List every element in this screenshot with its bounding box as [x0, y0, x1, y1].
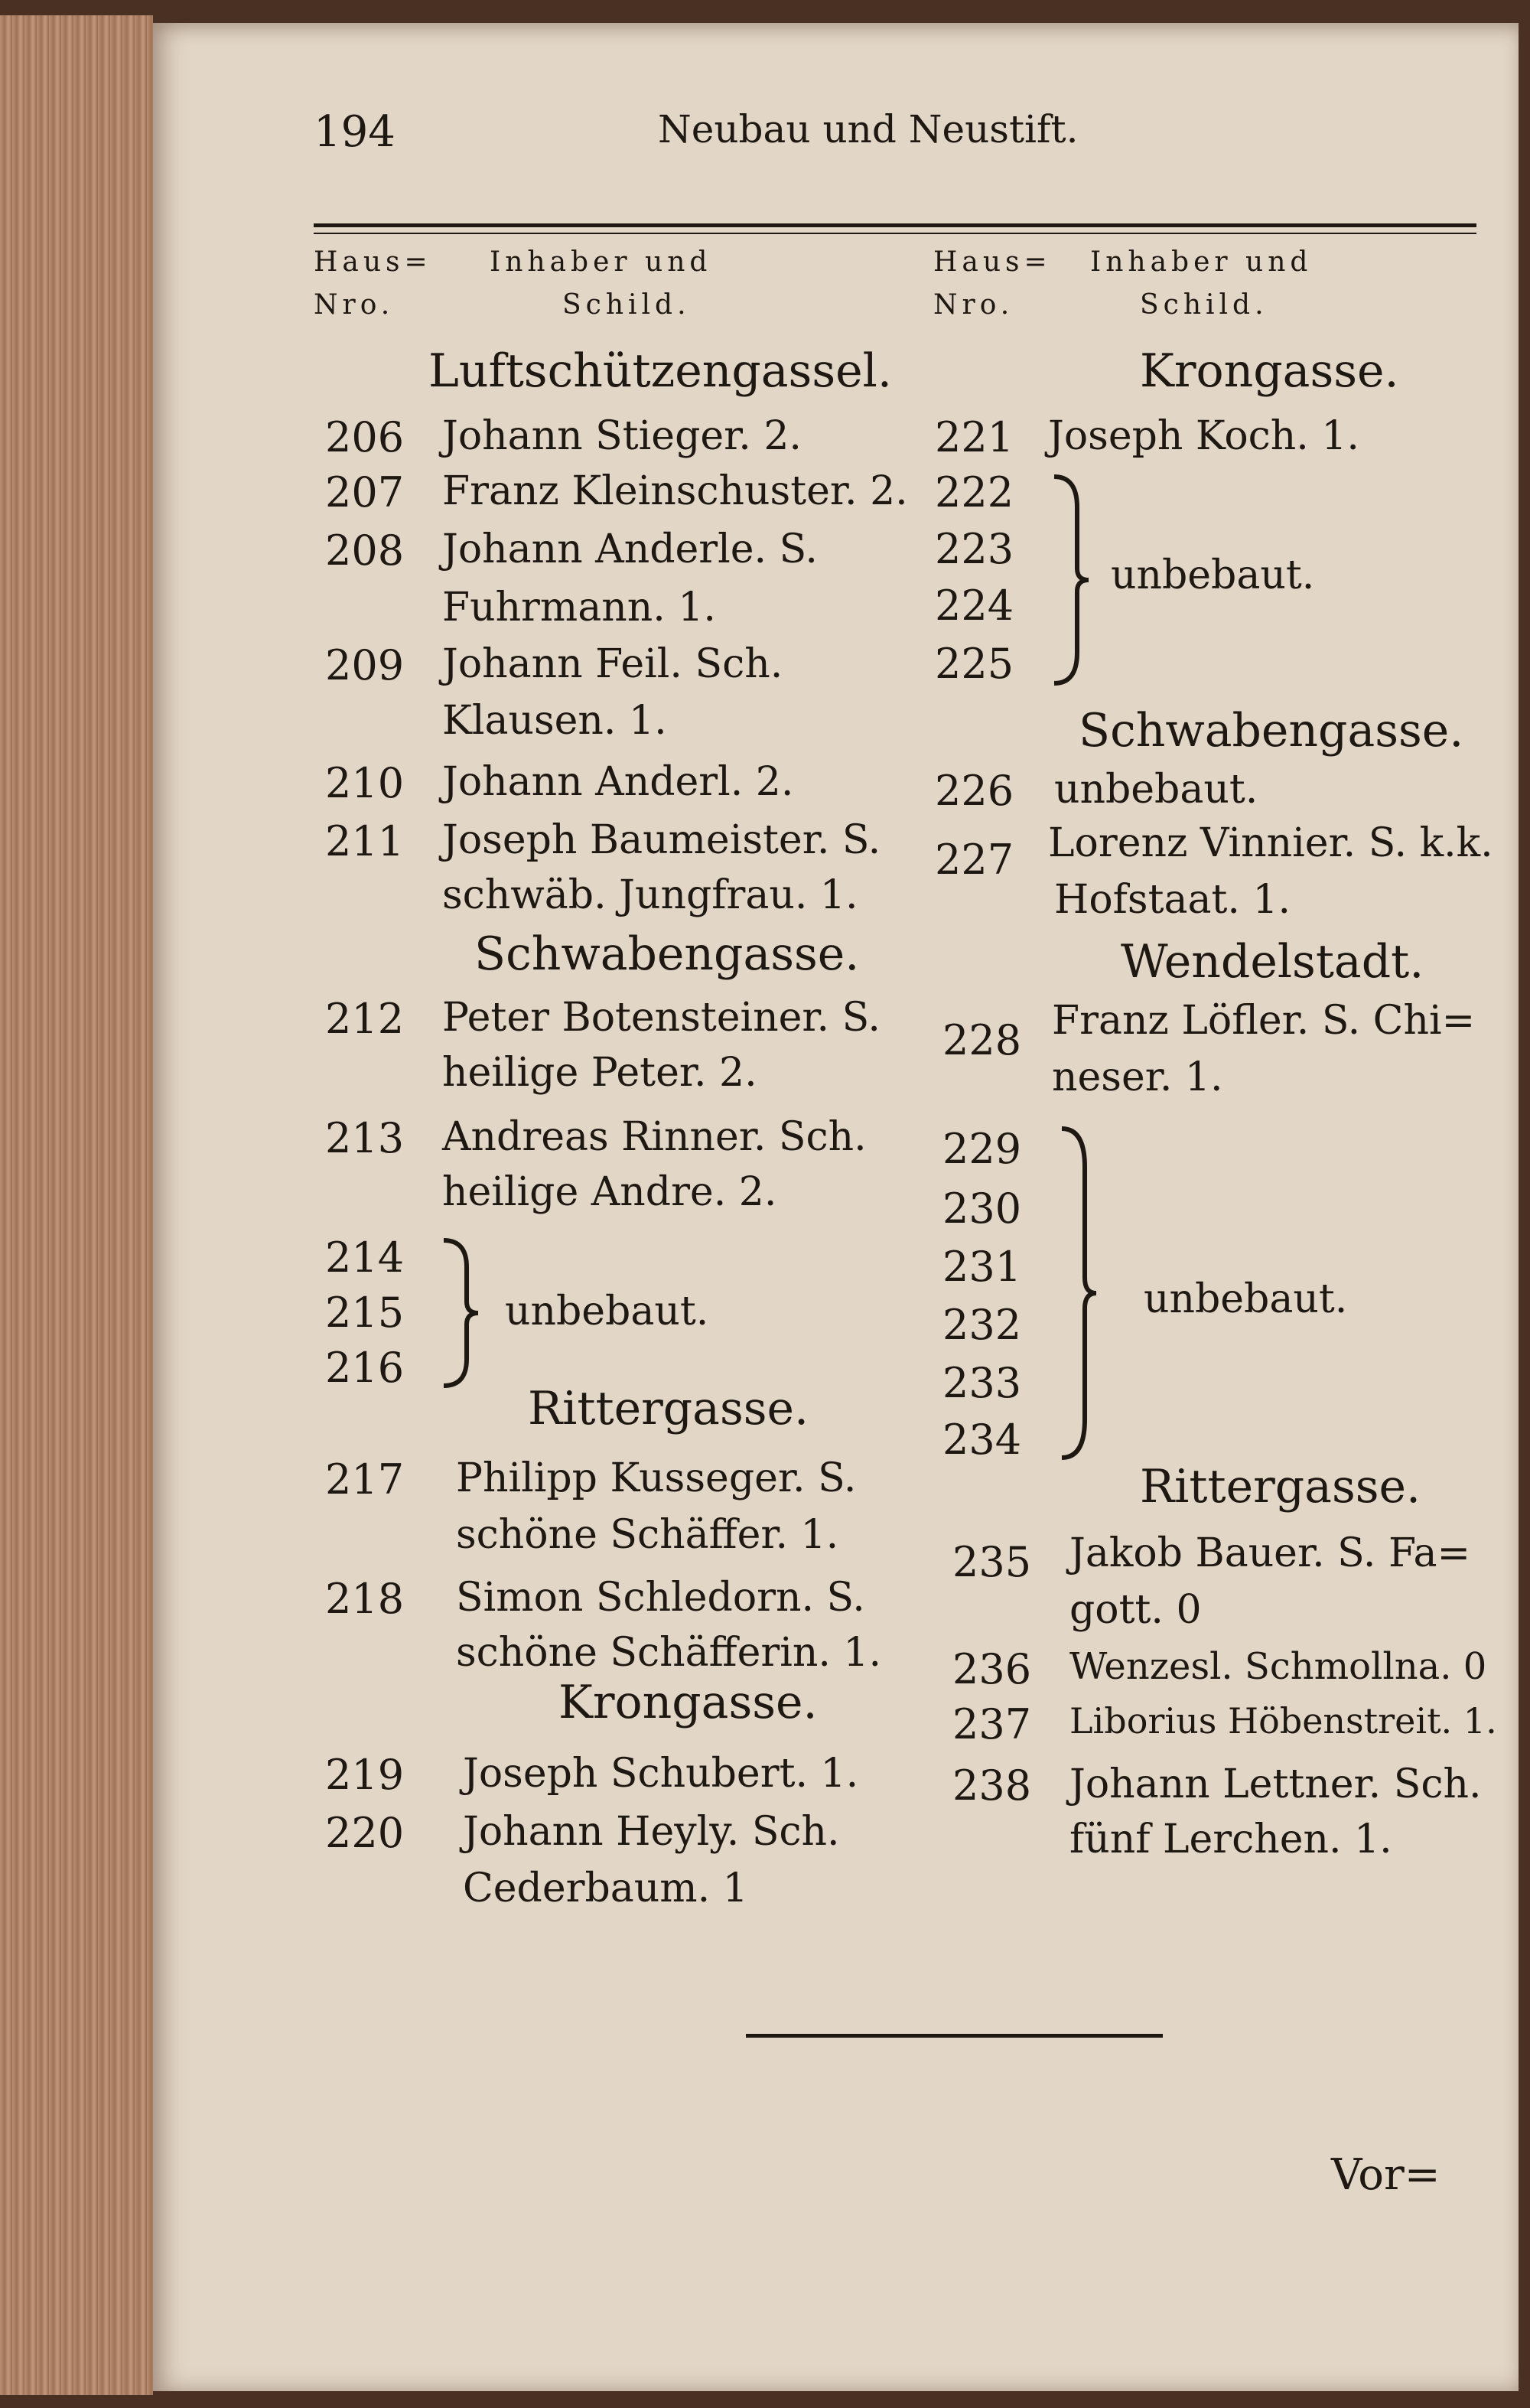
house-number: 225 [935, 640, 1014, 688]
entry-line: Joseph Schubert. 1. [463, 1751, 859, 1797]
unbebaut-label: unbebaut. [505, 1289, 709, 1334]
entry-line: Johann Anderle. S. [442, 526, 818, 572]
house-number: 207 [325, 468, 405, 516]
house-number: 224 [935, 582, 1014, 630]
entry-line: Franz Löfler. S. Chi= [1052, 998, 1476, 1044]
col-header-right-owner: Inhaber und [1090, 246, 1313, 278]
house-number: 238 [952, 1761, 1032, 1810]
entry-line: neser. 1. [1052, 1054, 1223, 1100]
col-header-right-nro: Nro. [933, 289, 1014, 321]
house-number: 237 [952, 1700, 1032, 1748]
col-header-left-nro: Nro. [314, 289, 395, 321]
section-rittergasse: Rittergasse. [1140, 1460, 1421, 1514]
section-krongasse: Krongasse. [1140, 344, 1399, 398]
house-number: 235 [952, 1538, 1032, 1586]
house-number: 223 [935, 525, 1014, 573]
house-number: 233 [942, 1359, 1022, 1407]
house-number: 232 [942, 1301, 1022, 1349]
brace-icon [1054, 1125, 1100, 1461]
entry-line: schöne Schäffer. 1. [456, 1512, 839, 1558]
house-number: 212 [325, 995, 405, 1043]
col-header-left-no: Haus= [314, 246, 432, 278]
house-number: 220 [325, 1809, 405, 1857]
col-header-left-owner: Inhaber und [490, 246, 712, 278]
entry-line: fünf Lerchen. 1. [1069, 1817, 1392, 1862]
col-header-left-schild: Schild. [562, 289, 691, 321]
house-number: 218 [325, 1575, 405, 1623]
entry-line: Liborius Höbenstreit. 1. [1069, 1700, 1497, 1742]
entry-line: Joseph Koch. 1. [1048, 413, 1359, 459]
entry-line: Johann Lettner. Sch. [1069, 1761, 1482, 1807]
entry-line: Wenzesl. Schmollna. 0 [1069, 1645, 1487, 1688]
house-number: 229 [942, 1125, 1022, 1173]
house-number: 219 [325, 1751, 405, 1799]
entry-line: Johann Stieger. 2. [442, 413, 802, 459]
entry-line: Klausen. 1. [442, 698, 667, 744]
house-number: 211 [325, 817, 405, 865]
entry-line: Joseph Baumeister. S. [442, 817, 881, 863]
col-header-right-no: Haus= [933, 246, 1052, 278]
entry-line: gott. 0 [1069, 1587, 1202, 1633]
header-rule-thin [314, 233, 1476, 234]
section-rittergasse: Rittergasse. [528, 1382, 809, 1435]
entry-line: Simon Schledorn. S. [456, 1575, 865, 1621]
page-title: Neubau und Neustift. [658, 107, 1079, 152]
unbebaut-label: unbebaut. [1144, 1276, 1348, 1322]
house-number: 213 [325, 1114, 405, 1162]
house-number: 227 [935, 836, 1014, 884]
entry-line: Jakob Bauer. S. Fa= [1069, 1530, 1471, 1576]
col-header-right-schild: Schild. [1140, 289, 1268, 321]
house-number: 216 [325, 1344, 405, 1392]
house-number: 231 [942, 1243, 1022, 1291]
entry-line: Franz Kleinschuster. 2. [442, 468, 908, 514]
entry-line: schwäb. Jungfrau. 1. [442, 872, 858, 918]
section-schwabengasse: Schwabengasse. [474, 927, 860, 981]
entry-line: unbebaut. [1054, 767, 1258, 813]
page-edges [0, 15, 153, 2395]
brace-icon [1047, 473, 1092, 687]
unbebaut-label: unbebaut. [1111, 552, 1315, 598]
entry-line: Philipp Kusseger. S. [456, 1455, 857, 1501]
entry-line: Johann Feil. Sch. [442, 641, 783, 687]
entry-line: Johann Heyly. Sch. [463, 1809, 840, 1855]
house-number: 222 [935, 468, 1014, 516]
page-number: 194 [314, 107, 396, 157]
entry-line: Andreas Rinner. Sch. [442, 1114, 867, 1160]
brace-icon [436, 1237, 482, 1390]
header-rule-thick [314, 223, 1476, 227]
house-number: 228 [942, 1016, 1022, 1064]
entry-line: schöne Schäfferin. 1. [456, 1630, 882, 1676]
entry-line: Hofstaat. 1. [1054, 877, 1291, 923]
entry-line: heilige Peter. 2. [442, 1050, 757, 1096]
entry-line: Johann Anderl. 2. [442, 759, 794, 805]
house-number: 221 [935, 413, 1014, 461]
entry-line: Cederbaum. 1 [463, 1865, 748, 1911]
house-number: 234 [942, 1416, 1022, 1464]
house-number: 215 [325, 1289, 405, 1337]
section-luftschuetzengassel: Luftschützengassel. [428, 344, 892, 398]
house-number: 217 [325, 1455, 405, 1504]
house-number: 209 [325, 641, 405, 689]
section-schwabengasse: Schwabengasse. [1079, 704, 1464, 758]
entry-line: heilige Andre. 2. [442, 1169, 777, 1215]
entry-line: Fuhrmann. 1. [442, 585, 716, 631]
section-wendelstadt: Wendelstadt. [1121, 935, 1424, 989]
house-number: 236 [952, 1645, 1032, 1693]
house-number: 214 [325, 1233, 405, 1282]
house-number: 226 [935, 767, 1014, 815]
entry-line: Lorenz Vinnier. S. k.k. [1048, 820, 1493, 866]
house-number: 208 [325, 526, 405, 575]
catchword: Vor= [1331, 2150, 1440, 2200]
ornament-rule [746, 2034, 1163, 2038]
house-number: 230 [942, 1184, 1022, 1233]
entry-line: Peter Botensteiner. S. [442, 995, 881, 1041]
house-number: 206 [325, 413, 405, 461]
house-number: 210 [325, 759, 405, 807]
section-krongasse: Krongasse. [558, 1676, 818, 1729]
